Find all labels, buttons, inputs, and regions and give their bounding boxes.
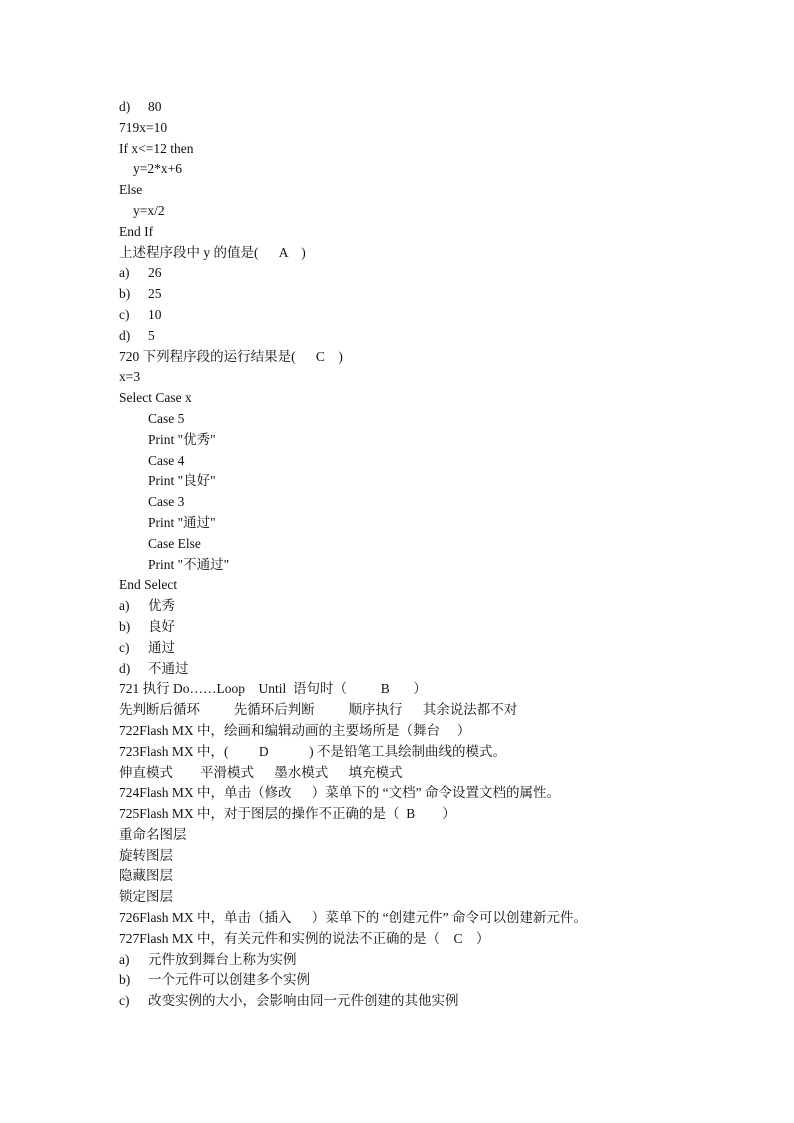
option-letter: c) xyxy=(119,993,130,1009)
question-725: 725Flash MX 中，对于图层的操作不正确的是（ B ） xyxy=(119,806,456,822)
code-line: Case 4 xyxy=(148,452,185,468)
option-text: 良好 xyxy=(148,618,175,634)
question-719-code: 719x=10 xyxy=(119,119,168,135)
option-letter: d) xyxy=(119,327,131,343)
option-letter: b) xyxy=(119,972,131,988)
option-letter: b) xyxy=(119,618,131,634)
code-line: Select Case x xyxy=(119,390,192,406)
option-line xyxy=(119,284,779,305)
option-line xyxy=(119,305,779,326)
code-line: If x<=12 then xyxy=(119,140,194,156)
option-text: 不通过 xyxy=(148,660,189,676)
option-text: 旋转图层 xyxy=(119,847,173,863)
document-page xyxy=(119,97,779,1012)
code-line: Else xyxy=(119,182,143,198)
code-line: y=x/2 xyxy=(133,202,165,218)
code-line: y=2*x+6 xyxy=(133,161,182,177)
question-727: 727Flash MX 中，有关元件和实例的说法不正确的是（ C ） xyxy=(119,930,490,946)
option-line xyxy=(119,950,779,971)
option-text: 元件放到舞台上称为实例 xyxy=(148,951,297,967)
option-text: 10 xyxy=(148,306,162,322)
option-text: 25 xyxy=(148,286,162,302)
question-724: 724Flash MX 中，单击（修改 ）菜单下的 “文档” 命令设置文档的属性。 xyxy=(119,785,560,801)
option-line xyxy=(119,991,779,1012)
option-text: 锁定图层 xyxy=(119,889,173,905)
code-line: Print "通过" xyxy=(148,514,216,530)
option-letter: c) xyxy=(119,306,130,322)
option-text: 5 xyxy=(148,327,155,343)
option-line xyxy=(119,617,779,638)
code-line: x=3 xyxy=(119,369,141,385)
question-720: 720 下列程序段的运行结果是( C ) xyxy=(119,348,343,364)
option-text: 优秀 xyxy=(148,598,175,614)
option-letter: a) xyxy=(119,951,130,967)
option-text: 隐藏图层 xyxy=(119,868,173,884)
options-row: 先判断后循环 先循环后判断 顺序执行 其余说法都不对 xyxy=(119,702,518,718)
code-line: Print "不通过" xyxy=(148,556,230,572)
option-line xyxy=(119,326,779,347)
option-line xyxy=(119,970,779,991)
option-line xyxy=(119,638,779,659)
option-letter: a) xyxy=(119,598,130,614)
option-text: 80 xyxy=(148,99,162,114)
option-line xyxy=(119,596,779,617)
option-letter: b) xyxy=(119,286,131,302)
option-letter: a) xyxy=(119,265,130,281)
code-line: Case 3 xyxy=(148,494,185,510)
option-text: 重命名图层 xyxy=(119,826,187,842)
question-726: 726Flash MX 中，单击（插入 ）菜单下的 “创建元件” 命令可以创建新元件。 xyxy=(119,910,587,926)
option-text: 通过 xyxy=(148,639,175,655)
option-line xyxy=(119,97,779,118)
question-721: 721 执行 Do……Loop Until 语句时（ B ） xyxy=(119,681,427,697)
code-line: Case 5 xyxy=(148,410,185,426)
option-text: 改变实例的大小，会影响由同一元件创建的其他实例 xyxy=(148,993,459,1009)
options-row: 伸直模式 平滑模式 墨水模式 填充模式 xyxy=(119,764,403,780)
code-line: Print "优秀" xyxy=(148,431,216,447)
option-letter: d) xyxy=(119,99,131,114)
option-line xyxy=(119,659,779,680)
question-text: 上述程序段中 y 的值是( A ) xyxy=(119,244,306,260)
option-letter: d) xyxy=(119,660,131,676)
option-letter: c) xyxy=(119,639,130,655)
question-722: 722Flash MX 中，绘画和编辑动画的主要场所是（舞台 ） xyxy=(119,722,471,738)
code-line: Print "良好" xyxy=(148,473,216,489)
question-723: 723Flash MX 中，( D ) 不是铅笔工具绘制曲线的模式。 xyxy=(119,743,506,759)
code-line: End Select xyxy=(119,577,178,593)
option-line xyxy=(119,263,779,284)
code-line: End If xyxy=(119,223,154,239)
option-text: 26 xyxy=(148,265,162,281)
option-text: 一个元件可以创建多个实例 xyxy=(148,972,310,988)
code-line: Case Else xyxy=(148,535,201,551)
